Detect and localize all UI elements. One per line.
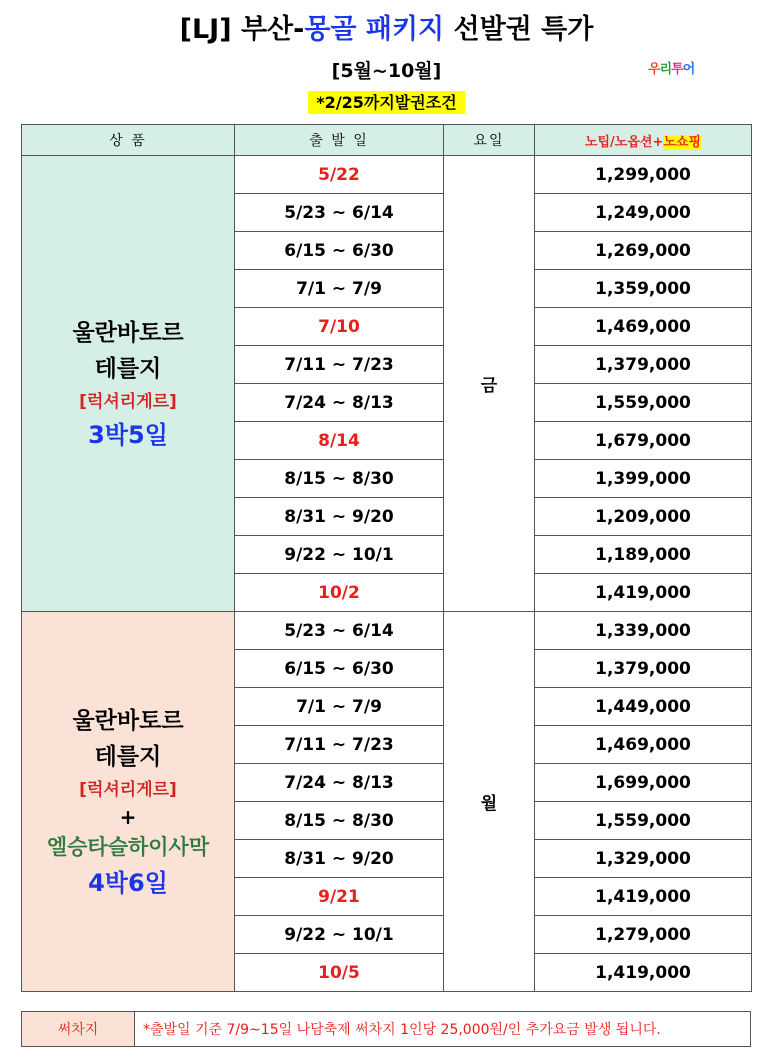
departure-date: 8/15 ~ 8/30 bbox=[235, 460, 444, 498]
price-cell: 1,559,000 bbox=[535, 384, 752, 422]
price-cell: 1,359,000 bbox=[535, 270, 752, 308]
period-subtitle: [5월~10월] bbox=[331, 60, 442, 82]
price-cell: 1,189,000 bbox=[535, 536, 752, 574]
departure-date: 7/1 ~ 7/9 bbox=[235, 270, 444, 308]
table-header-row bbox=[22, 125, 752, 156]
departure-date: 5/23 ~ 6/14 bbox=[235, 612, 444, 650]
product-name-sub: 테를지 bbox=[94, 743, 162, 770]
departure-date: 6/15 ~ 6/30 bbox=[235, 232, 444, 270]
price-cell: 1,379,000 bbox=[535, 346, 752, 384]
title-prefix: [LJ] 부산- bbox=[179, 14, 305, 45]
surcharge-note bbox=[21, 1011, 751, 1047]
product-nights: 3박5일 bbox=[88, 420, 168, 449]
price-cell: 1,419,000 bbox=[535, 878, 752, 916]
departure-date: 9/22 ~ 10/1 bbox=[235, 916, 444, 954]
price-cell: 1,379,000 bbox=[535, 650, 752, 688]
price-cell: 1,279,000 bbox=[535, 916, 752, 954]
header-product: 상 품 bbox=[22, 125, 235, 156]
header-departure: 출 발 일 bbox=[235, 125, 444, 156]
price-cell: 1,699,000 bbox=[535, 764, 752, 802]
product-extra: 엘승타슬하이사막 bbox=[46, 834, 210, 859]
price-cell: 1,419,000 bbox=[535, 954, 752, 992]
departure-date: 7/10 bbox=[235, 308, 444, 346]
price-cell: 1,399,000 bbox=[535, 460, 752, 498]
departure-date: 10/5 bbox=[235, 954, 444, 992]
price-cell: 1,249,000 bbox=[535, 194, 752, 232]
product-cell bbox=[22, 156, 235, 612]
departure-date: 8/31 ~ 9/20 bbox=[235, 498, 444, 536]
departure-date: 9/22 ~ 10/1 bbox=[235, 536, 444, 574]
weekday-cell: 월 bbox=[444, 612, 535, 992]
price-table bbox=[21, 124, 752, 992]
product-name: 울란바토르 bbox=[72, 707, 184, 734]
price-cell: 1,269,000 bbox=[535, 232, 752, 270]
price-cell: 1,209,000 bbox=[535, 498, 752, 536]
price-cell: 1,419,000 bbox=[535, 574, 752, 612]
surcharge-label: 써차지 bbox=[22, 1012, 135, 1047]
departure-date: 8/14 bbox=[235, 422, 444, 460]
table-row bbox=[22, 156, 752, 194]
product-nights: 4박6일 bbox=[88, 868, 168, 897]
departure-date: 10/2 bbox=[235, 574, 444, 612]
product-plus: + bbox=[119, 804, 137, 829]
price-cell: 1,559,000 bbox=[535, 802, 752, 840]
table-row bbox=[22, 612, 752, 650]
header-price: 노팁/노옵션+노쇼핑 bbox=[535, 125, 752, 156]
departure-date: 7/24 ~ 8/13 bbox=[235, 384, 444, 422]
condition-text: *2/25까지발권조건 bbox=[308, 91, 464, 114]
price-cell: 1,469,000 bbox=[535, 308, 752, 346]
condition-banner bbox=[0, 92, 773, 114]
price-cell: 1,329,000 bbox=[535, 840, 752, 878]
page-title bbox=[0, 10, 773, 50]
product-name: 울란바토르 bbox=[72, 319, 184, 346]
price-cell: 1,469,000 bbox=[535, 726, 752, 764]
product-luxury: [럭셔리게르] bbox=[79, 779, 177, 800]
departure-date: 6/15 ~ 6/30 bbox=[235, 650, 444, 688]
weekday-cell: 금 bbox=[444, 156, 535, 612]
departure-date: 9/21 bbox=[235, 878, 444, 916]
departure-date: 7/11 ~ 7/23 bbox=[235, 726, 444, 764]
surcharge-text: *출발일 기준 7/9~15일 나담축제 써차지 1인당 25,000원/인 추가요금 발생 됩니다. bbox=[135, 1012, 751, 1047]
departure-date: 7/24 ~ 8/13 bbox=[235, 764, 444, 802]
product-name-sub: 테를지 bbox=[94, 355, 162, 382]
price-cell: 1,449,000 bbox=[535, 688, 752, 726]
departure-date: 7/11 ~ 7/23 bbox=[235, 346, 444, 384]
price-cell: 1,679,000 bbox=[535, 422, 752, 460]
title-highlight: 몽골 패키지 bbox=[304, 14, 445, 45]
departure-date: 5/23 ~ 6/14 bbox=[235, 194, 444, 232]
departure-date: 8/15 ~ 8/30 bbox=[235, 802, 444, 840]
price-cell: 1,339,000 bbox=[535, 612, 752, 650]
departure-date: 7/1 ~ 7/9 bbox=[235, 688, 444, 726]
title-suffix: 선발권 특가 bbox=[444, 14, 594, 45]
departure-date: 8/31 ~ 9/20 bbox=[235, 840, 444, 878]
product-luxury: [럭셔리게르] bbox=[79, 391, 177, 412]
price-cell: 1,299,000 bbox=[535, 156, 752, 194]
brand-logo: 우리투어 bbox=[648, 62, 695, 77]
departure-date: 5/22 bbox=[235, 156, 444, 194]
product-cell bbox=[22, 612, 235, 992]
header-weekday: 요일 bbox=[444, 125, 535, 156]
